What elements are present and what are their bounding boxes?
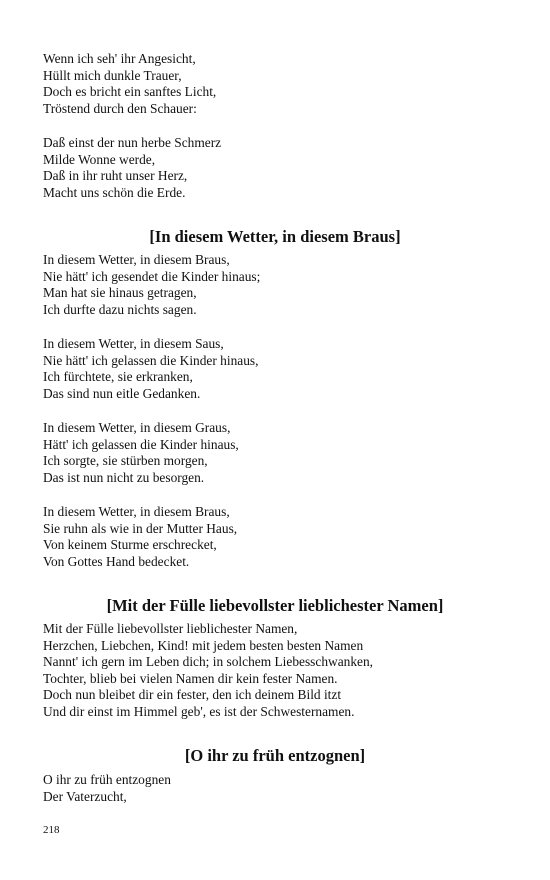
verse-line: Nie hätt' ich gesendet die Kinder hinaus; <box>43 268 261 284</box>
verse-line: O ihr zu früh entzognen <box>43 772 171 787</box>
verse-line: Tröstend durch den Schauer: <box>43 100 197 116</box>
verse-line: Doch nun bleibet dir ein fester, den ich deinem Bild itzt <box>43 687 342 703</box>
verse-line: Herzchen, Liebchen, Kind! mit jedem besten besten Namen <box>43 637 364 653</box>
verse-line: Macht uns schön die Erde. <box>43 184 186 200</box>
verse-line: Von keinem Sturme erschrecket, <box>43 537 217 553</box>
verse-line: Milde Wonne werde, <box>43 151 156 167</box>
poem3-stanza-1 <box>43 621 530 721</box>
verse-line: Ich sorgte, sie stürben morgen, <box>43 453 208 469</box>
verse-line: Der Vaterzucht, <box>43 788 127 804</box>
verse-line: Daß einst der nun herbe Schmerz <box>43 135 222 150</box>
verse-line: Daß in ihr ruht unser Herz, <box>43 168 188 184</box>
verse-line: Ich durfte dazu nichts sagen. <box>43 301 197 317</box>
verse-line: Hüllt mich dunkle Trauer, <box>43 67 182 83</box>
verse-line: Ich fürchtete, sie erkranken, <box>43 369 193 385</box>
verse-line: Nannt' ich gern im Leben dich; in solchem Liebesschwanken, <box>43 654 374 670</box>
verse-line: Das sind nun eitle Gedanken. <box>43 385 201 401</box>
verse-line: In diesem Wetter, in diesem Saus, <box>43 336 224 351</box>
poem2-title: [In diesem Wetter, in diesem Braus] <box>149 227 401 246</box>
verse-line: Man hat sie hinaus getragen, <box>43 285 197 301</box>
poem2-stanza-2 <box>43 336 530 402</box>
verse-line: Sie ruhn als wie in der Mutter Haus, <box>43 520 238 536</box>
verse-line: Tochter, blieb bei vielen Namen dir kein fester Namen. <box>43 670 338 686</box>
poem4-stanza-1 <box>43 772 530 805</box>
verse-line: Nie hätt' ich gelassen die Kinder hinaus, <box>43 352 259 368</box>
verse-line: Mit der Fülle liebevollster lieblichester Namen, <box>43 621 298 636</box>
poem2-stanza-1 <box>43 252 530 318</box>
poem1-stanza-1 <box>43 51 530 117</box>
verse-line: In diesem Wetter, in diesem Braus, <box>43 504 230 519</box>
verse-line: Von Gottes Hand bedecket. <box>43 553 190 569</box>
poem4-title: [O ihr zu früh entzognen] <box>184 746 366 765</box>
poem3-title: [Mit der Fülle liebevollster lieblichester Namen] <box>106 596 444 615</box>
poem2-stanza-4 <box>43 504 530 570</box>
verse-line: Wenn ich seh' ihr Angesicht, <box>43 51 196 66</box>
poem1-stanza-2 <box>43 135 530 201</box>
verse-line: Das ist nun nicht zu besorgen. <box>43 469 205 485</box>
page-number: 218 <box>43 824 60 836</box>
poem2-stanza-3 <box>43 420 530 486</box>
verse-line: In diesem Wetter, in diesem Braus, <box>43 252 230 267</box>
verse-line: In diesem Wetter, in diesem Graus, <box>43 420 231 435</box>
verse-line: Und dir einst im Himmel geb', es ist der Schwesternamen. <box>43 703 355 719</box>
verse-line: Hätt' ich gelassen die Kinder hinaus, <box>43 436 239 452</box>
verse-line: Doch es bricht ein sanftes Licht, <box>43 84 217 100</box>
